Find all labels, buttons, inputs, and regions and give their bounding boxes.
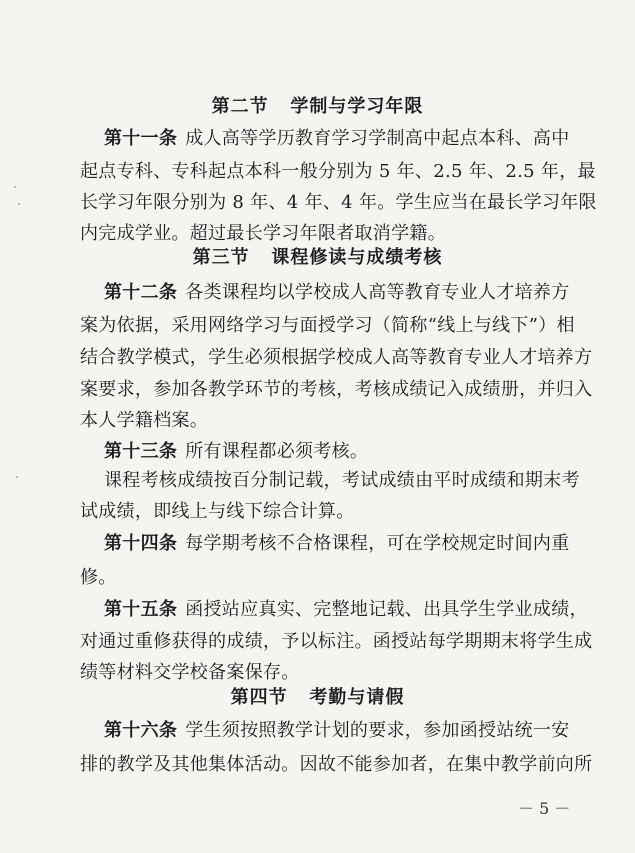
text-line: 内完成学业。超过最长学习年限者取消学籍。 [80,223,446,244]
article-label: 第十二条 [104,282,178,303]
article-label: 第十四条 [104,533,178,554]
scan-speck [16,476,18,478]
text-line: 第十二条 各类课程均以学校成人高等教育专业人才培养方 [104,282,570,303]
text-line: 第十四条 每学期考核不合格课程，可在学校规定时间内重 [104,533,570,554]
text-line: 排的教学及其他集体活动。因故不能参加者，在集中教学前向所 [80,754,593,775]
section-heading: 第二节 学制与学习年限 [211,96,424,117]
text-line: 对通过重修获得的成绩，予以标注。函授站每学期期末将学生成 [80,631,593,652]
text-line: 课程考核成绩按百分制记载，考试成绩由平时成绩和期末考 [104,470,580,491]
text-line: 绩等材料交学校备案保存。 [80,662,300,683]
article-label: 第十三条 [104,441,178,462]
text-line: 第十三条 所有课程都必须考核。 [104,441,369,462]
section-heading: 第三节 课程修读与成绩考核 [192,247,443,268]
text-line: 第十一条 成人高等学历教育学习学制高中起点本科、高中 [104,128,570,149]
text-line: 第十五条 函授站应真实、完整地记载、出具学生学业成绩， [104,599,588,620]
text-line: 长学习年限分别为 8 年、4 年、4 年。学生应当在最长学习年限 [80,192,597,213]
article-label: 第十六条 [104,720,178,741]
page-number: － 5 － [518,799,571,818]
text-line: 试成绩，即线上与线下综合计算。 [80,501,355,522]
text-line: 案为依据，采用网络学习与面授学习（简称“线上与线下”）相 [80,315,575,336]
text-line: 起点专科、专科起点本科一般分别为 5 年、2.5 年、2.5 年，最 [80,161,596,182]
scan-speck [14,186,16,188]
article-label: 第十五条 [104,599,178,620]
article-label: 第十一条 [104,128,178,149]
text-line: 结合教学模式，学生必须根据学校成人高等教育专业人才培养方 [80,347,593,368]
text-line: 修。 [80,567,117,588]
scan-speck [18,203,20,205]
text-line: 第十六条 学生须按照教学计划的要求，参加函授站统一安 [104,720,570,741]
text-line: 案要求，参加各教学环节的考核，考核成绩记入成绩册，并归入 [80,379,593,400]
text-line: 本人学籍档案。 [80,410,209,431]
section-heading: 第四节 考勤与请假 [230,687,405,708]
